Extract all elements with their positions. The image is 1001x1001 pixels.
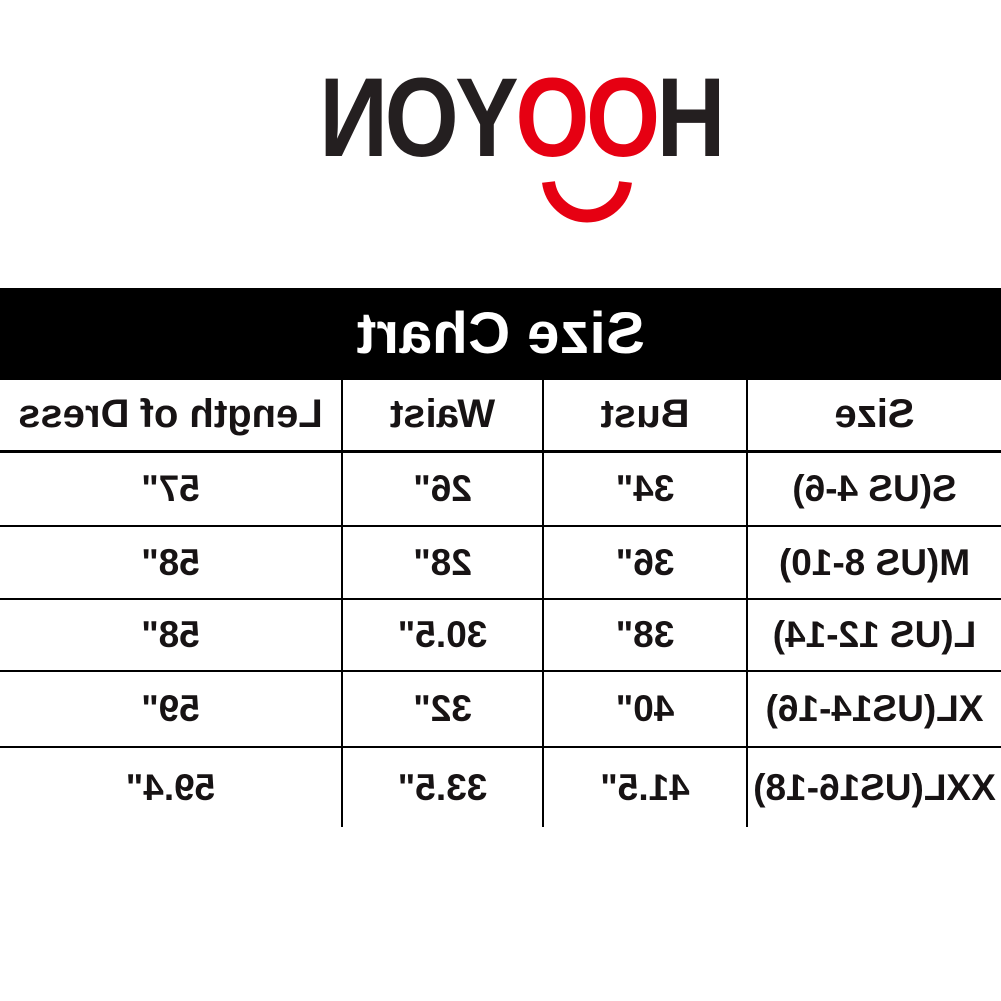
brand-logo-part-black: H [660, 55, 726, 180]
table-row [0, 451, 1001, 526]
table-cell: S(US 4-6) [747, 451, 1001, 526]
table-cell: 57" [0, 451, 342, 526]
table-cell: 34" [543, 451, 747, 526]
size-chart-banner [0, 288, 1001, 378]
table-cell: 59" [0, 671, 342, 747]
brand-logo-part-red: OO [519, 55, 661, 180]
header-cell-waist: Waist [342, 379, 543, 451]
table-cell: 41.5" [543, 747, 747, 827]
brand-logo-part-black-2: YON [323, 55, 520, 180]
table-cell: 40" [543, 671, 747, 747]
table-cell: L(US 12-14) [747, 599, 1001, 671]
table-cell: 33.5" [342, 747, 543, 827]
brand-logo [323, 55, 726, 180]
table-cell: 36" [543, 526, 747, 599]
header-cell-size: Size [747, 379, 1001, 451]
header-cell-bust: Bust [543, 379, 747, 451]
header-cell-length: Length of Dress [0, 379, 342, 451]
table-cell: M(US 8-10) [747, 526, 1001, 599]
table-row [0, 599, 1001, 671]
table-cell: 26" [342, 451, 543, 526]
table-cell: 30.5" [342, 599, 543, 671]
size-chart-table [0, 378, 1001, 827]
smile-icon [542, 175, 632, 223]
table-row [0, 747, 1001, 827]
table-cell: XL(US14-16) [747, 671, 1001, 747]
table-cell: 59.4" [0, 747, 342, 827]
table-cell: 32" [342, 671, 543, 747]
table-row [0, 671, 1001, 747]
table-row [0, 526, 1001, 599]
table-cell: XXL(US16-18) [747, 747, 1001, 827]
table-cell: 28" [342, 526, 543, 599]
table-cell: 58" [0, 599, 342, 671]
table-cell: 38" [543, 599, 747, 671]
table-cell: 58" [0, 526, 342, 599]
table-header-row [0, 379, 1001, 451]
size-chart-title: Size Chart [356, 300, 645, 366]
